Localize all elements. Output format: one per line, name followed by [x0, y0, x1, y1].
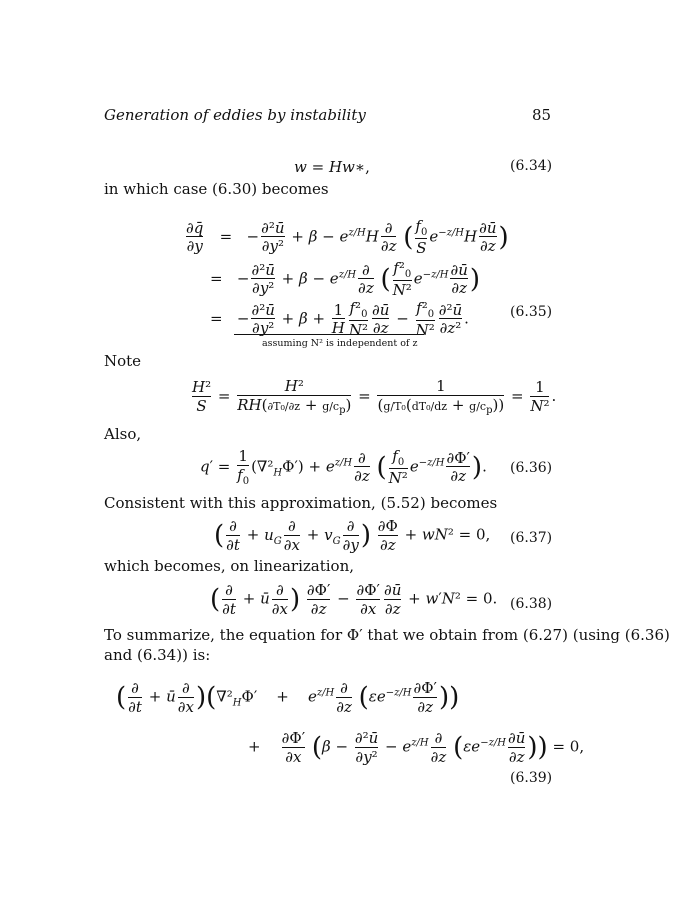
equation-number-6-36: (6.36) [510, 460, 553, 476]
equation-6-34: w = Hw∗, [294, 158, 370, 176]
text-consistent: Consistent with this approximation, (5.52) becomes [104, 494, 498, 512]
equation-number-6-37: (6.37) [510, 530, 553, 546]
equation-6-35-line1: $\frac{\partial q̄}{\partial y}$ = − $\frac{\text{∂²ū}}{\text{∂y²}}$ + $\beta - e^{z/H}H$ $\frac{\partial}{\partial z}$ ( $\frac{f_0}{S}$ $e^{-z/H}H$ $\frac{\partial ū}{\partial z}$ ) [186, 217, 509, 257]
text-summarize-1: To summarize, the equation for Φ′ that we obtain from (6.27) (using (6.36) [104, 626, 670, 644]
equation-number-6-39: (6.39) [510, 770, 553, 786]
text-in-which-case: in which case (6.30) becomes [104, 180, 329, 198]
equation-6-38: ( $\frac{\partial}{\partial t}$ + ū $\frac{\partial}{\partial x}$ ) $\frac{\partial\Phi'}{\partial z}$ − $\frac{\partial\Phi'}{\partial x}$ $\frac{\partial ū}{\partial z}$ + w′N² = 0. [210, 581, 498, 618]
text-which-becomes: which becomes, on linearization, [104, 557, 355, 575]
equation-6-35-line3: = − $\frac{\text{∂²ū}}{\text{∂y²}}$ + β + $\frac{1}{H}$ $\frac{f^2_0}{\text{N²}}$ $\frac{\partial ū}{\partial z}$ − $\frac{f^2_0}{\text{N²}}$ $\frac{\text{∂²ū}}{\text{∂z²}}$ . [210, 299, 469, 339]
text-note: Note [104, 352, 142, 370]
underbrace [234, 328, 424, 335]
equation-number-6-35: (6.35) [510, 304, 553, 320]
running-header: Generation of eddies by instability [104, 106, 366, 124]
underbrace-label: assuming N² is independent of z [262, 338, 418, 349]
equation-number-6-34: (6.34) [510, 158, 553, 174]
equation-number-6-38: (6.38) [510, 596, 553, 612]
text-summarize-2: and (6.34)) is: [104, 646, 211, 664]
equation-6-39-line1: ( $\frac{\partial}{\partial t}$ + ū $\frac{\partial}{\partial x}$ )($\nabla^2_H\Phi'$ + $e^{z/H}$ $\frac{\partial}{\partial z}$ ($\varepsilon e^{-z/H}$ $\frac{\partial\Phi'}{\partial z}$ )) [116, 679, 460, 716]
equation-note: $\frac{\text{H²}}{S}$ = $\frac{\text{H²}}{RH(\partial T_0/\partial z + g/c_p)}$ = $\frac{1}{(g/T_0(dT_0/dz + g/c_p))}$ = $\frac{1}{\text{N²}}$ . [192, 377, 557, 416]
equation-6-35-line2: = − $\frac{\text{∂²ū}}{\text{∂y²}}$ + $\beta - e^{z/H}$ $\frac{\partial}{\partial z}$ ( $\frac{f^2_0}{\text{N²}}$ $e^{-z/H}$ $\frac{\partial ū}{\partial z}$ ) [210, 259, 481, 299]
equation-6-36: q′ = $\frac{1}{f_0}$ $(\nabla^2_H\Phi') + e^{z/H}$ $\frac{\partial}{\partial z}$ ( $\frac{f_0}{\text{N²}}$ $e^{-z/H}$ $\frac{\partial\Phi'}{\partial z}$ ). [200, 447, 487, 487]
equation-6-39-line2: + $\frac{\partial\Phi'}{\partial x}$ (β − $\frac{\text{∂²ū}}{\text{∂y²}}$ − $e^{z/H}$ $\frac{\partial}{\partial z}$ ($\varepsilon e^{-z/H}$ $\frac{\partial ū}{\partial z}$ )) = 0, [248, 729, 585, 766]
equation-6-37: ( $\frac{\partial}{\partial t}$ + $u_G$ $\frac{\partial}{\partial x}$ + $v_G$ $\frac{\partial}{\partial y}$ ) $\frac{\partial\Phi}{\partial z}$ + wN² = 0, [214, 517, 491, 554]
text-also: Also, [104, 425, 142, 443]
page-number: 85 [532, 106, 552, 124]
